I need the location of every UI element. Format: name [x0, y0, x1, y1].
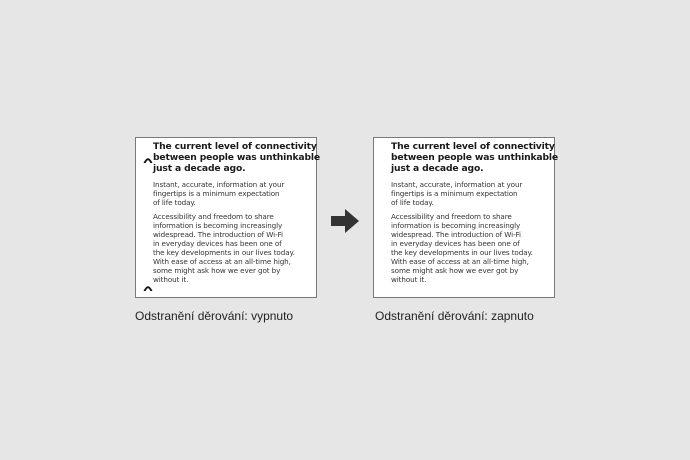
caption-after: Odstranění děrování: zapnuto	[375, 309, 534, 323]
preview-panel-after	[373, 137, 558, 298]
preview-panel-before	[135, 137, 320, 298]
document-paragraph-1: Instant, accurate, information at your fingertips is a minimum expectation of life today.	[153, 180, 285, 207]
caption-before: Odstranění děrování: vypnuto	[135, 309, 294, 323]
document-paragraph-2: Accessibility and freedom to share information is becoming increasingly widespread. The introduction of Wi-Fi in everyday devices has been one of the key developments in our lives today. With ease of access at an all-time high, some might ask how we ever got by without it.	[391, 212, 533, 284]
document-text	[153, 141, 320, 284]
document-paragraph-2: Accessibility and freedom to share information is becoming increasingly widespread. The introduction of Wi-Fi in everyday devices has been one of the key developments in our lives today. With ease of access at an all-time high, some might ask how we ever got by without it.	[153, 212, 295, 284]
document-title: The current level of connectivity between people was unthinkable just a decade ago.	[391, 141, 558, 174]
document-text	[391, 141, 558, 284]
document-paragraph-1: Instant, accurate, information at your fingertips is a minimum expectation of life today.	[391, 180, 523, 207]
arrow-right-icon	[330, 208, 360, 234]
document-title: The current level of connectivity between people was unthinkable just a decade ago.	[153, 141, 320, 174]
